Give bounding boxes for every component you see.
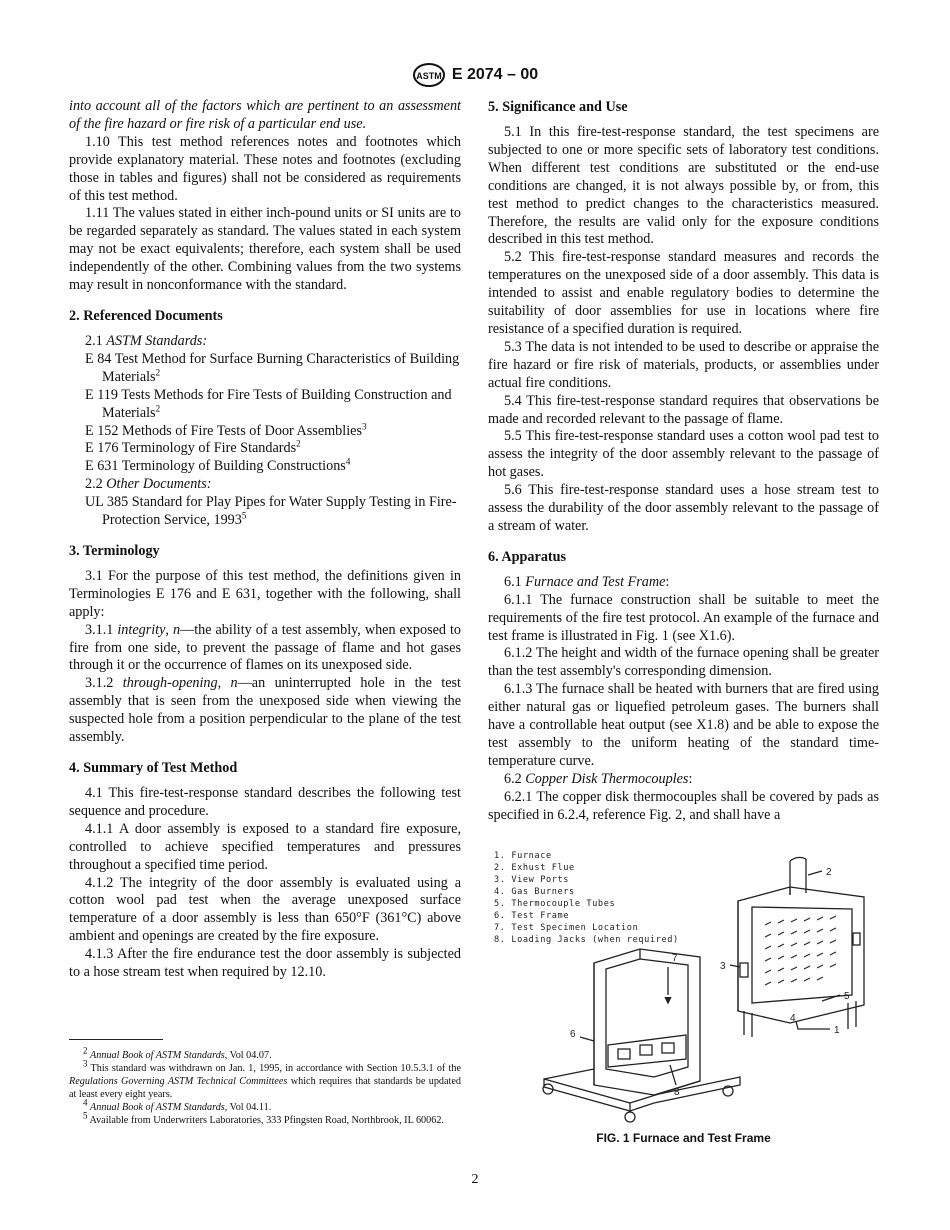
legend-item: 5. Thermocouple Tubes: [494, 899, 616, 909]
para-4-1-2: 4.1.2 The integrity of the door assembly is evaluated using a cotton wool pad test when the average unexposed surface temperature of a door assembly is less than 650°F (361°C) above ambient and openings are created by the fire exposure.: [69, 874, 461, 945]
page-header: [0, 62, 950, 88]
callout-3: 3: [720, 961, 726, 972]
para-5-5: 5.5 This fire-test-response standard uses a cotton wool pad test to assess the integrity of the door assembly relevant to the passage of hot gases.: [488, 428, 879, 481]
para-2-2: 2.2 Other Documents:: [85, 476, 212, 493]
para-4-1-3: 4.1.3 After the fire endurance test the door assembly is subjected to a hose stream test when required by 12.10.: [69, 946, 461, 981]
svg-text:ASTM: ASTM: [416, 71, 442, 81]
legend-item: 8. Loading Jacks (when required): [494, 935, 679, 945]
callout-6: 6: [570, 1029, 576, 1040]
ref-e84: E 84 Test Method for Surface Burning Characteristics of Building Materials$^2$: [85, 350, 460, 385]
page-number: 2: [471, 1172, 479, 1187]
para-3-1: 3.1 For the purpose of this test method, the definitions given in Terminologies E 176 and E 631, together with the following, shall apply:: [69, 567, 461, 620]
footnote-3: $^3$ This standard was withdrawn on Jan. 1, 1995, in accordance with Section 10.5.3.1 of the Regulations Governing ASTM Technical Committees which requires that standards be updated at least every eight years.: [69, 1058, 461, 1100]
para-6-1-1: 6.1.1 The furnace construction shall be suitable to meet the requirements of the fire test protocol. An example of the furnace and test frame is illustrated in Fig. 1 (see X1.6).: [488, 591, 879, 644]
legend-item: 1. Furnace: [494, 851, 552, 861]
callout-5: 5: [844, 991, 850, 1002]
section-6-title: 6. Apparatus: [488, 548, 567, 565]
legend-item: 6. Test Frame: [494, 911, 570, 921]
callout-2: 2: [826, 867, 832, 878]
para-4-1: 4.1 This fire-test-response standard describes the following test sequence and procedure.: [69, 785, 461, 819]
designation: E 2074 – 00: [451, 66, 539, 83]
legend-item: 4. Gas Burners: [494, 887, 575, 897]
para-2-1: 2.1 ASTM Standards:: [85, 332, 208, 349]
para-5-1: 5.1 In this fire-test-response standard, the test specimens are subjected to one or more specific sets of laboratory test conditions. When different test conditions are substituted or the end-use conditions are changed, it is not always possible by, or from, this test method to predict changes to the characteristics measured. Therefore, the results are valid only for the exposure conditions described in this test method.: [488, 124, 879, 248]
para-5-6: 5.6 This fire-test-response standard uses a hose stream test to assess the durability of the door assembly relevant to the passage of a stream of water.: [488, 482, 879, 534]
callout-4: 4: [790, 1013, 796, 1024]
figure-caption: FIG. 1 Furnace and Test Frame: [596, 1131, 771, 1145]
para-3-1-1: 3.1.1 integrity, n—the ability of a test assembly, when exposed to fire from one side, to prevent the passage of flame and hot gases through it or the occurrence of flames on its unexposed side.: [69, 621, 462, 674]
para-5-3: 5.3 The data is not intended to be used to describe or appraise the fire hazard or fire risk of materials, products, or assemblies under actual fire conditions.: [488, 338, 879, 391]
astm-logo-icon: [412, 62, 446, 88]
para-3-1-2: 3.1.2 through-opening, n—an uninterrupted hole in the test assembly that is seen from the unexposed side when viewing the suspected hole from a position perpendicular to the plane of the test assembly.: [69, 675, 461, 746]
para-5-2: 5.2 This fire-test-response standard measures and records the temperatures on the unexposed side of a door assembly. This data is intended to assist and enable regulatory bodies to determine the suitability of door assemblies for use in locations where fire resistance of a specified duration is required.: [488, 249, 879, 337]
para-1-10: 1.10 This test method references notes and footnotes which provide explanatory material. These notes and footnotes (excluding those in tables and figures) shall not be considered as requirements of this test method.: [69, 133, 461, 204]
callout-7: 7: [672, 953, 678, 964]
ref-e631: E 631 Terminology of Building Constructions$^4$: [85, 456, 351, 475]
legend-item: 7. Test Specimen Location: [494, 923, 639, 933]
figure-legend: [494, 851, 679, 945]
section-3-title: 3. Terminology: [69, 542, 160, 559]
para-1-11: 1.11 The values stated in either inch-pound units or SI units are to be regarded separately as standard. The values stated in each system may not be exact equivalents; therefore, each system shall be used independently of the other. Combining values from the two systems may result in nonconformance with the standard.: [69, 205, 461, 294]
intro-continuation: into account all of the factors which are pertinent to an assessment of the fire hazard or fire risk of a particular end use.: [69, 98, 461, 132]
furnace-drawing: [543, 857, 864, 1122]
legend-item: 2. Exhust Flue: [494, 863, 575, 873]
callout-8: 8: [674, 1087, 680, 1098]
para-6-1-3: 6.1.3 The furnace shall be heated with burners that are fired using either natural gas or liquefied petroleum gases. The burners shall have a controllable heat output (see X1.8) and be able to expose the test assembly to the uniform heating of the standard time-temperature curve.: [488, 681, 879, 769]
para-6-1-2: 6.1.2 The height and width of the furnace opening shall be greater than the test assembly's corresponding dimension.: [488, 645, 879, 680]
ref-e176: E 176 Terminology of Fire Standards$^2$: [85, 438, 301, 457]
section-2-title: 2. Referenced Documents: [69, 307, 223, 324]
ref-ul385: UL 385 Standard for Play Pipes for Water Supply Testing in Fire-Protection Service, 1993$^5$: [85, 494, 457, 529]
section-5-title: 5. Significance and Use: [488, 99, 628, 115]
ref-e152: E 152 Methods of Fire Tests of Door Assemblies$^3$: [85, 420, 367, 439]
right-column: [488, 98, 879, 825]
furnace-figure: [490, 845, 880, 1130]
ref-e119: E 119 Tests Methods for Fire Tests of Building Construction and Materials$^2$: [85, 386, 452, 421]
footnote-4: $^4$ Annual Book of ASTM Standards, Vol 04.11.: [83, 1097, 272, 1113]
footnote-2: $^2$ Annual Book of ASTM Standards, Vol 04.07.: [83, 1045, 272, 1061]
para-4-1-1: 4.1.1 A door assembly is exposed to a standard fire exposure, controlled to achieve specified temperatures and pressures throughout a specified time period.: [69, 820, 461, 873]
para-6-2-1: 6.2.1 The copper disk thermocouples shall be covered by pads as specified in 6.2.4, reference Fig. 2, and shall have a: [488, 788, 879, 823]
para-5-4: 5.4 This fire-test-response standard requires that observations be made and recorded relevant to the passage of flame.: [488, 392, 879, 427]
footnote-divider: [69, 1039, 163, 1040]
left-column: [69, 98, 461, 982]
footnote-5: $^5$ Available from Underwriters Laboratories, 333 Pfingsten Road, Northbrook, IL 60062.: [83, 1110, 444, 1126]
para-6-2: 6.2 Copper Disk Thermocouples:: [504, 770, 693, 787]
legend-item: 3. View Ports: [494, 875, 570, 885]
section-4-title: 4. Summary of Test Method: [69, 760, 238, 776]
callout-1: 1: [834, 1025, 840, 1036]
footnotes: [69, 1045, 461, 1127]
para-6-1: 6.1 Furnace and Test Frame:: [504, 573, 670, 590]
